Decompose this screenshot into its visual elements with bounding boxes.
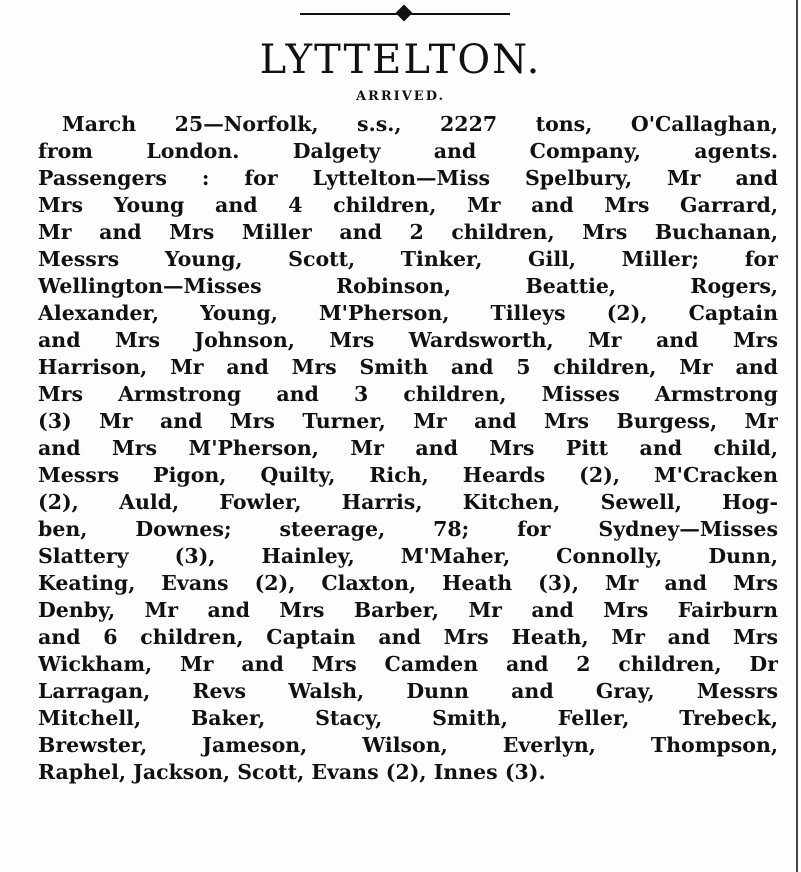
article-line: Mr and Mrs Miller and 2 children, Mrs Buchanan, [38, 220, 778, 244]
article-line: and Mrs M'Pherson, Mr and Mrs Pitt and child, [38, 436, 778, 460]
article-line: Passengers : for Lyttelton—Miss Spelbury, Mr and [38, 166, 778, 190]
article-line: from London. Dalgety and Company, agents. [38, 139, 778, 163]
article-title: LYTTELTON. [259, 37, 542, 83]
article-line: Messrs Young, Scott, Tinker, Gill, Miller; for [38, 247, 778, 271]
article-line: and 6 children, Captain and Mrs Heath, Mr and Mrs [38, 625, 778, 649]
column-rule [796, 0, 798, 872]
article-line: Mrs Young and 4 children, Mr and Mrs Garrard, [38, 193, 778, 217]
article-line: Harrison, Mr and Mrs Smith and 5 children, Mr and [38, 355, 778, 379]
article-line: Alexander, Young, M'Pherson, Tilleys (2), Captain [38, 301, 778, 325]
article-subtitle: ARRIVED. [355, 89, 446, 104]
article-line: ben, Downes; steerage, 78; for Sydney—Misses [38, 517, 778, 541]
article-line: and Mrs Johnson, Mrs Wardsworth, Mr and Mrs [38, 328, 778, 352]
article-line: (3) Mr and Mrs Turner, Mr and Mrs Burgess, Mr [38, 409, 778, 433]
article-line: Mrs Armstrong and 3 children, Misses Armstrong [38, 382, 778, 406]
article-line: Slattery (3), Hainley, M'Maher, Connolly, Dunn, [38, 544, 778, 568]
article-line: Raphel, Jackson, Scott, Evans (2), Innes (3). [38, 760, 546, 784]
article-line: Brewster, Jameson, Wilson, Everlyn, Thompson, [38, 733, 778, 757]
section-divider-ornament [300, 6, 510, 22]
article-line: Denby, Mr and Mrs Barber, Mr and Mrs Fairburn [38, 598, 778, 622]
article-body [38, 111, 778, 786]
article-line: Mitchell, Baker, Stacy, Smith, Feller, Trebeck, [38, 706, 778, 730]
article-line: Larragan, Revs Walsh, Dunn and Gray, Messrs [38, 679, 778, 703]
diamond-icon [396, 5, 413, 22]
article-line: Wellington—Misses Robinson, Beattie, Rogers, [38, 274, 778, 298]
article-line: March 25—Norfolk, s.s., 2227 tons, O'Callaghan, [62, 112, 778, 136]
article-line: Keating, Evans (2), Claxton, Heath (3), Mr and Mrs [38, 571, 778, 595]
article-line: (2), Auld, Fowler, Harris, Kitchen, Sewell, Hog- [38, 490, 778, 514]
article-line: Wickham, Mr and Mrs Camden and 2 children, Dr [38, 652, 778, 676]
article-line: Messrs Pigon, Quilty, Rich, Heards (2), M'Cracken [38, 463, 778, 487]
